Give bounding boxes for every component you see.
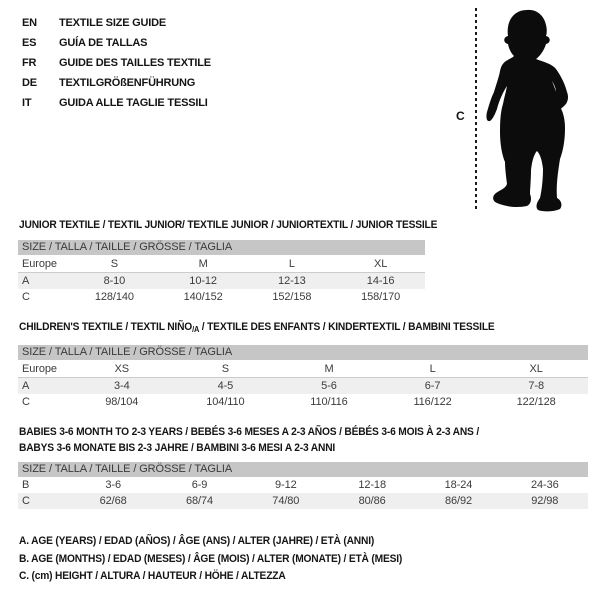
note-age-years: A. AGE (YEARS) / EDAD (AÑOS) / ÂGE (ANS) / ALTER (JAHRE) / ETÀ (ANNI) <box>19 535 375 547</box>
size-column: M <box>198 257 208 270</box>
size-header-bar: SIZE / TALLA / TAILLE / GRÖSSE / TAGLIA <box>18 240 425 255</box>
size-column: M <box>324 362 334 375</box>
table-cell: 8-10 <box>103 275 126 287</box>
junior-section-title: JUNIOR TEXTILE / TEXTIL JUNIOR/ TEXTILE JUNIOR / JUNIORTEXTIL / JUNIOR TESSILE <box>19 219 438 231</box>
baby-silhouette-icon <box>486 8 590 214</box>
table-cell: 158/170 <box>361 291 401 303</box>
language-row-de <box>22 73 211 93</box>
babies-title-line2: BABYS 3-6 MONATE BIS 2-3 JAHRE / BAMBINI 3-6 MESI A 2-3 ANNI <box>19 442 336 454</box>
table-cell: 62/68 <box>99 495 127 507</box>
children-section-title <box>19 319 495 338</box>
children-title-subscript: /A <box>192 325 200 334</box>
language-row-it <box>22 93 211 113</box>
children-height-row <box>18 394 588 410</box>
language-title: GUÍA DE TALLAS <box>59 37 148 49</box>
size-header-bar: SIZE / TALLA / TAILLE / GRÖSSE / TAGLIA <box>18 462 588 477</box>
table-cell: 12-13 <box>278 275 306 287</box>
language-list <box>22 13 211 113</box>
table-cell: 7-8 <box>528 380 544 392</box>
height-measure-dashed-line <box>475 8 477 212</box>
table-cell: 122/128 <box>516 396 556 408</box>
row-label: A <box>22 380 30 392</box>
children-age-row <box>18 378 588 394</box>
region-label: Europe <box>22 257 57 270</box>
table-cell: 3-4 <box>113 380 130 392</box>
row-label: B <box>22 479 30 491</box>
table-cell: 6-9 <box>191 479 208 491</box>
junior-size-table <box>18 240 425 305</box>
table-cell: 98/104 <box>105 396 139 408</box>
row-label: C <box>22 291 30 303</box>
note-height-cm: C. (cm) HEIGHT / ALTURA / HAUTEUR / HÖHE / ALTEZZA <box>19 570 286 582</box>
size-column: XL <box>373 257 388 270</box>
size-header-bar: SIZE / TALLA / TAILLE / GRÖSSE / TAGLIA <box>18 345 588 360</box>
language-code: FR <box>22 57 37 69</box>
legend-notes <box>19 533 431 586</box>
language-title: GUIDA ALLE TAGLIE TESSILI <box>59 97 208 109</box>
table-cell: 80/86 <box>358 495 386 507</box>
table-cell: 18-24 <box>444 479 473 491</box>
junior-age-row <box>18 273 425 289</box>
junior-columns-row <box>18 255 425 273</box>
babies-height-row <box>18 493 588 509</box>
children-size-table <box>18 345 588 410</box>
height-marker-label: C <box>456 109 465 123</box>
babies-size-table <box>18 462 588 509</box>
language-code: IT <box>22 97 32 109</box>
size-column: S <box>221 362 230 375</box>
table-cell: 10-12 <box>189 275 217 287</box>
size-column: S <box>110 257 118 270</box>
table-cell: 4-5 <box>217 380 234 392</box>
table-cell: 86/92 <box>444 495 472 507</box>
language-row-en <box>22 13 211 33</box>
note-age-months: B. AGE (MONTHS) / EDAD (MESES) / ÂGE (MOIS) / ALTER (MONATE) / ETÀ (MESI) <box>19 552 403 565</box>
table-cell: 92/98 <box>531 495 559 507</box>
table-cell: 14-16 <box>366 275 395 287</box>
language-title: TEXTILE SIZE GUIDE <box>59 17 167 29</box>
table-cell: 3-6 <box>105 479 121 491</box>
table-cell: 128/140 <box>94 291 134 303</box>
table-cell: 9-12 <box>275 479 297 491</box>
table-cell: 68/74 <box>185 495 213 507</box>
table-cell: 104/110 <box>206 396 245 408</box>
babies-section-title <box>19 424 479 456</box>
table-cell: 12-18 <box>358 479 386 491</box>
junior-height-row <box>18 289 425 305</box>
table-cell: 5-6 <box>321 380 337 392</box>
size-column: L <box>429 362 436 375</box>
row-label: C <box>22 396 30 408</box>
size-column: XS <box>114 362 130 375</box>
table-cell: 74/80 <box>272 495 300 507</box>
row-label: A <box>22 275 30 287</box>
children-title-text: / TEXTILE DES ENFANTS / KINDERTEXTIL / BAMBINI TESSILE <box>199 321 495 333</box>
babies-title-line1: BABIES 3-6 MONTH TO 2-3 YEARS / BEBÉS 3-6 MESES A 2-3 AÑOS / BÉBÉS 3-6 MOIS À 2-3 ANS / <box>19 426 480 438</box>
table-cell: 140/152 <box>183 291 223 303</box>
table-cell: 116/122 <box>413 396 452 408</box>
language-row-fr <box>22 53 211 73</box>
size-column: XL <box>529 362 543 375</box>
language-title: GUIDE DES TAILLES TEXTILE <box>59 57 211 69</box>
babies-months-row <box>18 477 588 493</box>
row-label: C <box>22 495 30 507</box>
language-code: DE <box>22 77 37 89</box>
language-row-es <box>22 33 211 53</box>
language-title: TEXTILGRÖßENFÜHRUNG <box>59 77 196 89</box>
region-label: Europe <box>22 362 57 375</box>
table-cell: 152/158 <box>272 291 312 303</box>
language-code: EN <box>22 17 37 29</box>
children-title-text: CHILDREN'S TEXTILE / TEXTIL NIÑO <box>19 321 193 333</box>
table-cell: 24-36 <box>530 479 559 491</box>
table-cell: 6-7 <box>424 380 441 392</box>
children-columns-row <box>18 360 588 378</box>
table-cell: 110/116 <box>310 396 348 408</box>
language-code: ES <box>22 37 37 49</box>
size-column: L <box>288 257 295 270</box>
